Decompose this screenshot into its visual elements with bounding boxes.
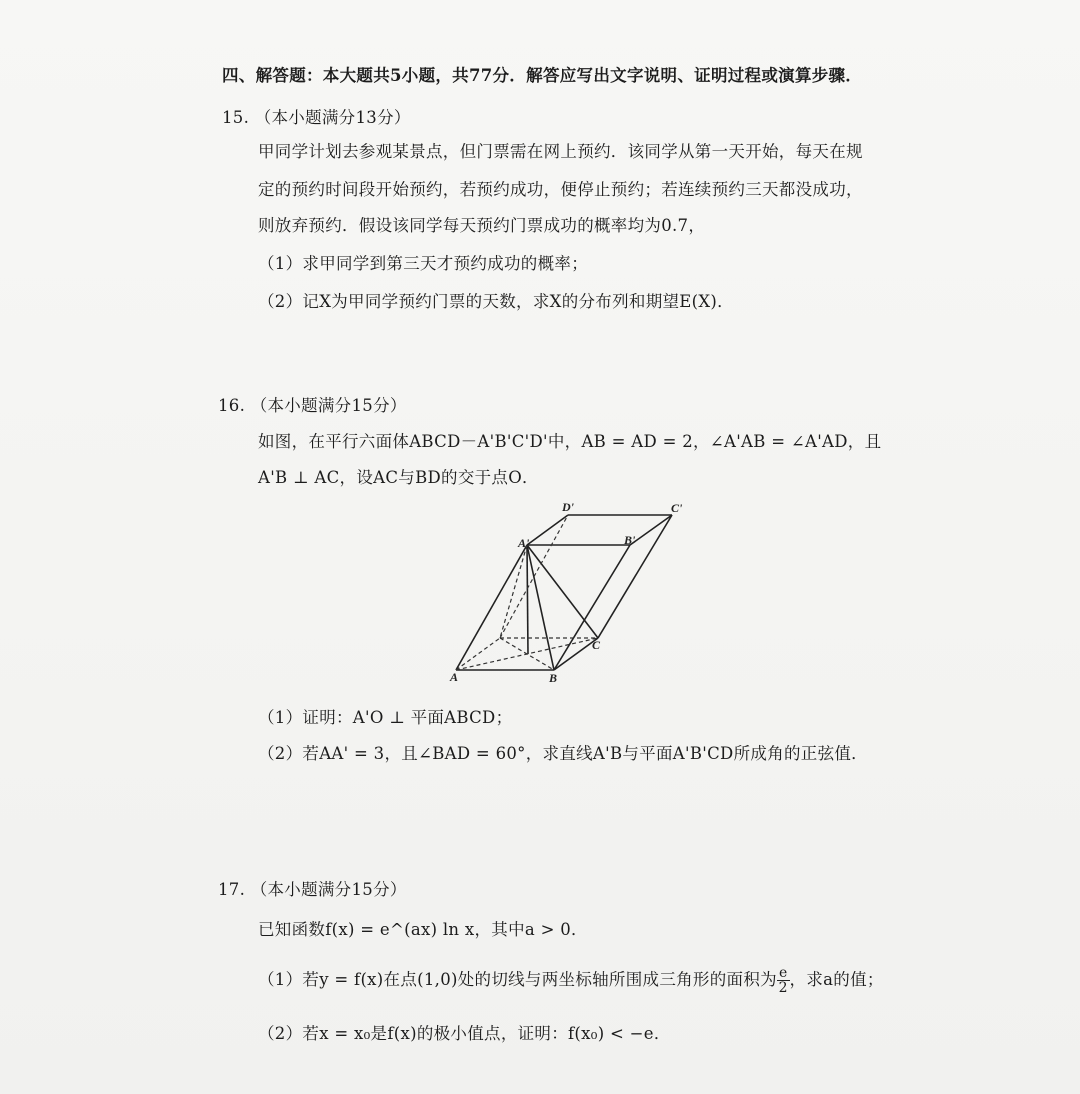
segment-A1O bbox=[527, 545, 528, 654]
label-A: A bbox=[450, 670, 459, 684]
q15-line3: 则放弃预约．假设该同学每天预约门票成功的概率均为0.7， bbox=[258, 216, 706, 235]
q17-part1-text: （1）若y = f(x)在点(1,0)处的切线与两坐标轴所围成三角形的面积为 bbox=[258, 970, 777, 989]
q17-heading bbox=[218, 876, 407, 900]
q17-part2: （2）若x = x₀是f(x)的极小值点，证明：f(x₀) < −e． bbox=[258, 1024, 671, 1043]
q16-part2: （2）若AA' = 3，且∠BAD = 60°，求直线A'B与平面A'B'CD所成角的正弦值． bbox=[258, 744, 868, 763]
parallelepiped-figure bbox=[440, 498, 700, 688]
q15-line1: 甲同学计划去参观某景点，但门票需在网上预约．该同学从第一天开始，每天在规 bbox=[258, 142, 863, 161]
fraction-e-over-2 bbox=[777, 966, 790, 995]
q15-part1: （1）求甲同学到第三天才预约成功的概率； bbox=[258, 254, 588, 273]
q16-part1: （1）证明：A'O ⊥ 平面ABCD； bbox=[258, 708, 513, 727]
q15-line2: 定的预约时间段开始预约，若预约成功，便停止预约；若连续预约三天都没成功， bbox=[258, 180, 863, 199]
q16-heading bbox=[218, 392, 407, 416]
label-C1: C' bbox=[671, 501, 683, 515]
edge-C1B1 bbox=[630, 515, 672, 545]
label-D1: D' bbox=[562, 500, 574, 514]
q16-number: 16. bbox=[218, 396, 246, 415]
label-A1: A' bbox=[518, 536, 530, 550]
section-header: 四、解答题：本大题共5小题，共77分．解答应写出文字说明、证明过程或演算步骤． bbox=[222, 66, 863, 85]
q15-points: （本小题满分13分） bbox=[254, 108, 411, 127]
q17-part1 bbox=[258, 966, 884, 995]
q16-line1: 如图，在平行六面体ABCD－A'B'C'D'中，AB = AD = 2，∠A'AB = ∠A'AD，且 bbox=[258, 432, 882, 451]
fraction-numerator: e bbox=[778, 965, 788, 981]
fraction-denominator: 2 bbox=[778, 980, 788, 996]
q17-points: （本小题满分15分） bbox=[250, 880, 407, 899]
q15-heading bbox=[222, 104, 411, 128]
q15-number: 15. bbox=[222, 108, 250, 127]
label-B: B bbox=[549, 671, 558, 685]
edge-A1D1 bbox=[527, 515, 568, 545]
q17-number: 17. bbox=[218, 880, 246, 899]
q16-line2: A'B ⊥ AC，设AC与BD的交于点O． bbox=[258, 468, 539, 487]
label-B1: B' bbox=[624, 533, 636, 547]
hidden-diagonal-BD bbox=[500, 638, 554, 670]
hidden-edge-DD1 bbox=[500, 515, 568, 638]
edge-AA1 bbox=[456, 545, 527, 670]
q15-part2: （2）记X为甲同学预约门票的天数，求X的分布列和期望E(X)． bbox=[258, 292, 734, 311]
label-C: C bbox=[592, 638, 601, 652]
hidden-segment-A1D bbox=[500, 545, 527, 638]
q16-points: （本小题满分15分） bbox=[250, 396, 407, 415]
q17-line1: 已知函数f(x) = e^(ax) ln x，其中a > 0． bbox=[258, 920, 588, 939]
q17-part1-tail: ，求a的值； bbox=[789, 970, 884, 989]
